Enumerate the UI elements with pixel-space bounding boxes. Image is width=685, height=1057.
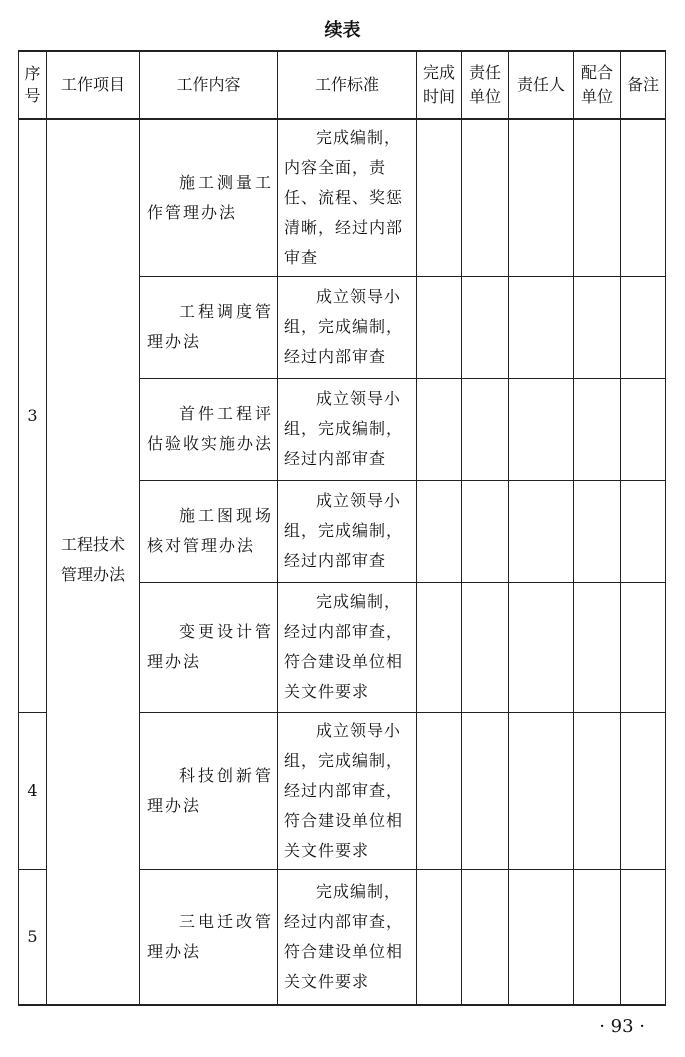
content-cell (140, 119, 278, 276)
standard-text: 成立领导小组，完成编制，经过内部审查，符合建设单位相关文件要求 (284, 720, 404, 860)
header-unit: 责任单位 (462, 51, 509, 119)
content-text: 科技创新管理办法 (147, 765, 273, 815)
content-text: 工程调度管理办法 (147, 302, 273, 351)
standard-cell (278, 582, 417, 712)
content-cell (140, 582, 278, 712)
standard-cell (278, 378, 417, 480)
coop-cell (574, 119, 621, 276)
content-cell (140, 378, 278, 480)
seq-cell: 3 (19, 119, 47, 712)
content-text: 三电迁改管理办法 (147, 911, 273, 961)
seq-cell: 4 (19, 712, 47, 869)
standard-cell (278, 712, 417, 869)
standard-cell (278, 276, 417, 378)
page-title: 续表 (324, 20, 361, 41)
standard-text: 完成编制，经过内部审查，符合建设单位相关文件要求 (284, 592, 404, 701)
note-cell (621, 119, 666, 276)
content-text: 首件工程评估验收实施办法 (147, 404, 274, 453)
standard-cell (278, 119, 417, 276)
unit-cell (462, 119, 509, 276)
header-note: 备注 (621, 51, 666, 119)
header-time: 完成时间 (417, 51, 462, 119)
header-person: 责任人 (509, 51, 574, 119)
standard-cell (278, 480, 417, 582)
work-table (18, 50, 666, 1006)
standard-cell (278, 869, 417, 1005)
header-seq: 序号 (19, 51, 47, 119)
standard-text: 成立领导小组，完成编制，经过内部审查 (284, 491, 404, 570)
content-cell (140, 869, 278, 1005)
content-cell (140, 712, 278, 869)
header-project: 工作项目 (47, 51, 140, 119)
project-name: 工程技术管理办法 (60, 535, 125, 584)
standard-text: 成立领导小组，完成编制，经过内部审查 (284, 389, 404, 468)
content-text: 施工图现场核对管理办法 (147, 506, 273, 555)
content-cell (140, 276, 278, 378)
header-content: 工作内容 (140, 51, 278, 119)
header-standard: 工作标准 (278, 51, 417, 119)
standard-text: 成立领导小组，完成编制，经过内部审查 (284, 287, 404, 366)
time-cell (417, 119, 462, 276)
page-number: · 93 · (599, 1016, 645, 1037)
content-text: 施工测量工作管理办法 (147, 172, 273, 222)
seq-cell: 5 (19, 869, 47, 1005)
standard-text: 完成编制，经过内部审查，符合建设单位相关文件要求 (284, 881, 404, 991)
header-coop: 配合单位 (574, 51, 621, 119)
content-text: 变更设计管理办法 (147, 622, 273, 671)
standard-text: 完成编制，内容全面，责任、流程、奖惩清晰，经过内部审查 (284, 127, 404, 267)
person-cell (509, 119, 574, 276)
content-cell (140, 480, 278, 582)
project-cell (47, 119, 140, 1005)
